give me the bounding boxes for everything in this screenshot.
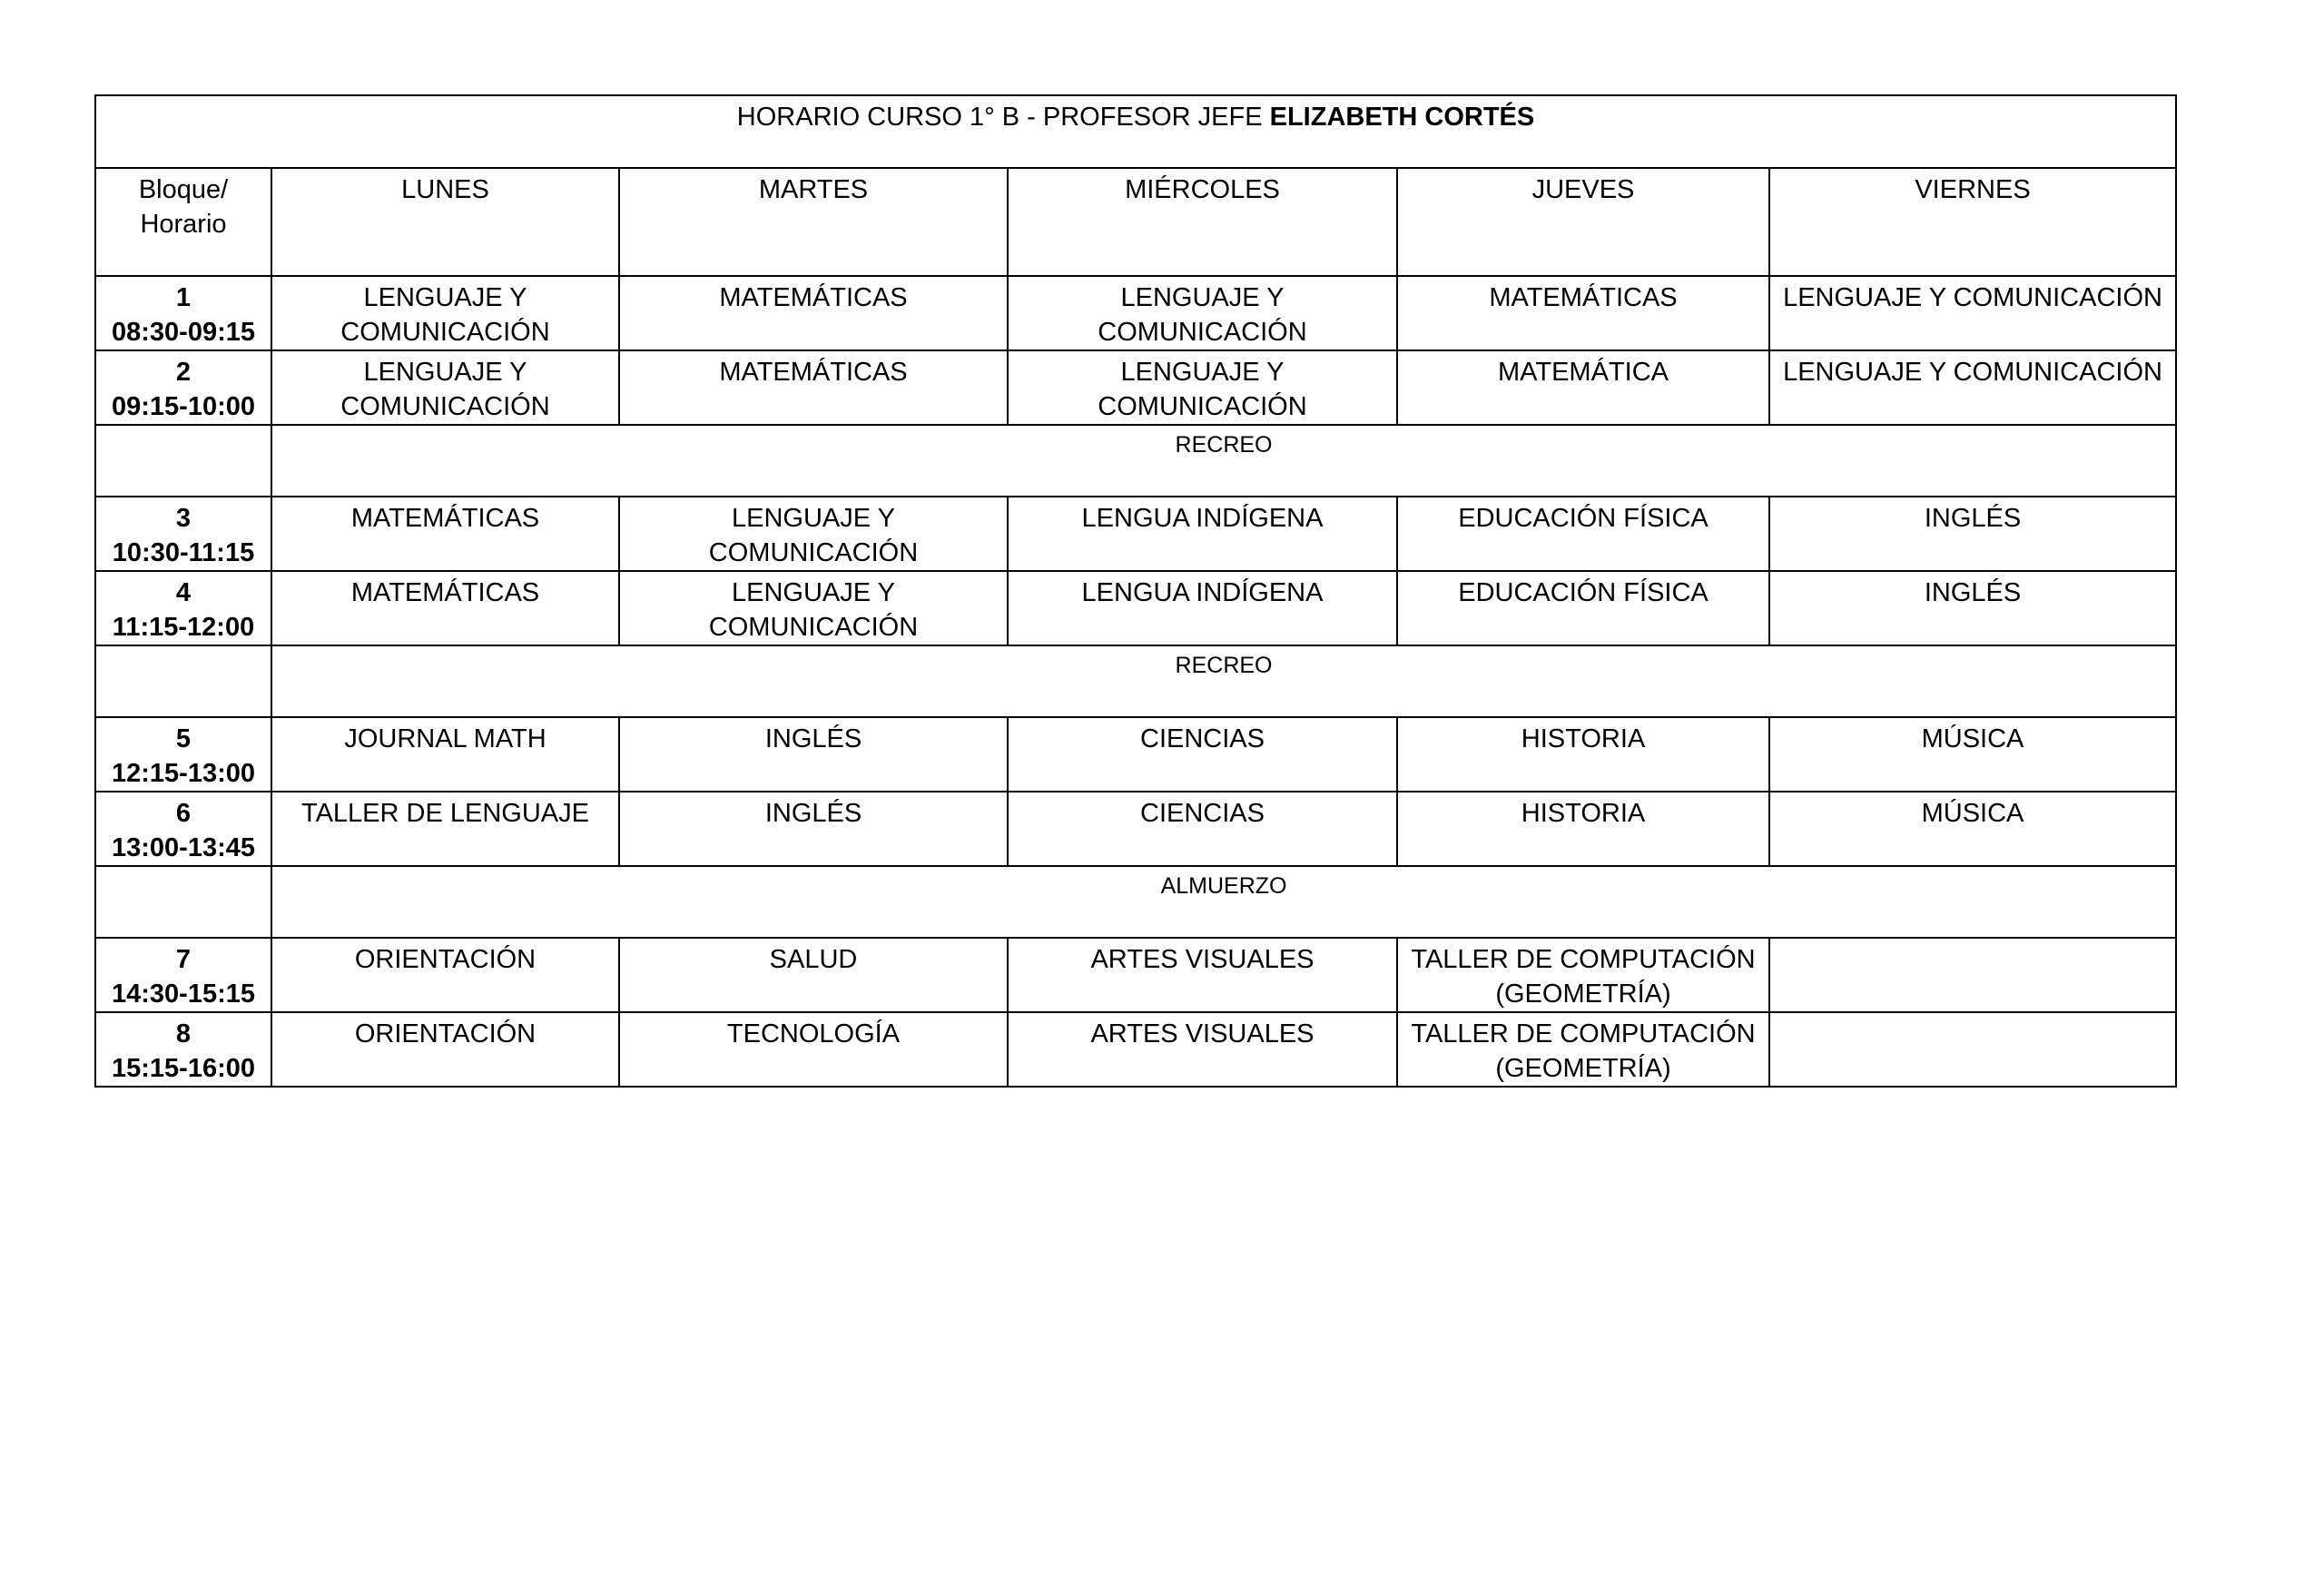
block-cell (95, 350, 271, 425)
subject-cell: INGLÉS (619, 717, 1008, 792)
header-day: VIERNES (1769, 168, 2176, 276)
subject-cell: CIENCIAS (1008, 717, 1397, 792)
class-row (95, 497, 2176, 571)
class-row (95, 1012, 2176, 1087)
header-row (95, 168, 2176, 276)
break-row (95, 645, 2176, 717)
block-cell (95, 938, 271, 1012)
subject-cell: TALLER DE COMPUTACIÓN (GEOMETRÍA) (1397, 938, 1769, 1012)
class-row (95, 938, 2176, 1012)
break-row (95, 866, 2176, 938)
block-number: 1 (175, 283, 192, 312)
subject-cell: ORIENTACIÓN (271, 938, 619, 1012)
subject-cell: MATEMÁTICAS (1397, 276, 1769, 350)
class-row (95, 276, 2176, 350)
block-time: 13:00-13:45 (112, 833, 255, 862)
subject-cell: MATEMÁTICAS (619, 276, 1008, 350)
block-number: 7 (175, 945, 192, 974)
header-day: JUEVES (1397, 168, 1769, 276)
break-label: ALMUERZO (271, 866, 2176, 938)
subject-cell: INGLÉS (1769, 571, 2176, 645)
block-time: 15:15-16:00 (112, 1054, 255, 1083)
block-cell (95, 717, 271, 792)
subject-cell: EDUCACIÓN FÍSICA (1397, 497, 1769, 571)
subject-cell: MATEMÁTICA (1397, 350, 1769, 425)
header-block: Bloque/ Horario (95, 168, 271, 276)
break-block-cell (95, 425, 271, 497)
schedule-title (95, 95, 2176, 168)
block-number: 6 (175, 799, 192, 828)
subject-cell (1769, 938, 2176, 1012)
subject-cell: LENGUAJE Y COMUNICACIÓN (271, 350, 619, 425)
subject-cell: HISTORIA (1397, 792, 1769, 866)
header-day: LUNES (271, 168, 619, 276)
subject-cell: LENGUAJE Y COMUNICACIÓN (1769, 276, 2176, 350)
subject-cell: MÚSICA (1769, 792, 2176, 866)
break-row (95, 425, 2176, 497)
block-time: 09:15-10:00 (112, 392, 255, 421)
subject-cell: INGLÉS (619, 792, 1008, 866)
break-label: RECREO (271, 645, 2176, 717)
break-block-cell (95, 866, 271, 938)
break-label: RECREO (271, 425, 2176, 497)
block-time: 12:15-13:00 (112, 759, 255, 788)
subject-cell: MATEMÁTICAS (271, 571, 619, 645)
subject-cell: MÚSICA (1769, 717, 2176, 792)
block-number: 4 (175, 578, 192, 607)
subject-cell: LENGUA INDÍGENA (1008, 571, 1397, 645)
header-day: MIÉRCOLES (1008, 168, 1397, 276)
subject-cell: ARTES VISUALES (1008, 938, 1397, 1012)
subject-cell: LENGUAJE Y COMUNICACIÓN (271, 276, 619, 350)
subject-cell: TALLER DE LENGUAJE (271, 792, 619, 866)
subject-cell: TALLER DE COMPUTACIÓN (GEOMETRÍA) (1397, 1012, 1769, 1087)
block-number: 5 (175, 724, 192, 753)
subject-cell: LENGUAJE Y COMUNICACIÓN (1008, 276, 1397, 350)
subject-cell: MATEMÁTICAS (619, 350, 1008, 425)
subject-cell: LENGUAJE Y COMUNICACIÓN (619, 571, 1008, 645)
subject-cell: ORIENTACIÓN (271, 1012, 619, 1087)
block-number: 3 (175, 504, 192, 533)
class-row (95, 792, 2176, 866)
block-number: 2 (175, 358, 192, 387)
block-cell (95, 497, 271, 571)
subject-cell: EDUCACIÓN FÍSICA (1397, 571, 1769, 645)
class-row (95, 717, 2176, 792)
schedule-table (94, 94, 2177, 1088)
class-row (95, 350, 2176, 425)
subject-cell: CIENCIAS (1008, 792, 1397, 866)
block-cell (95, 276, 271, 350)
subject-cell: SALUD (619, 938, 1008, 1012)
break-block-cell (95, 645, 271, 717)
class-row (95, 571, 2176, 645)
subject-cell: MATEMÁTICAS (271, 497, 619, 571)
block-number: 8 (175, 1019, 192, 1048)
subject-cell (1769, 1012, 2176, 1087)
block-cell (95, 1012, 271, 1087)
subject-cell: LENGUAJE Y COMUNICACIÓN (619, 497, 1008, 571)
block-cell (95, 792, 271, 866)
title-row (95, 95, 2176, 168)
block-time: 10:30-11:15 (112, 538, 255, 567)
subject-cell: LENGUA INDÍGENA (1008, 497, 1397, 571)
title-prefix: HORARIO CURSO 1° B - PROFESOR JEFE (736, 103, 1270, 132)
block-time: 11:15-12:00 (112, 613, 255, 642)
teacher-name: ELIZABETH CORTÉS (1269, 103, 1535, 132)
header-day: MARTES (619, 168, 1008, 276)
block-time: 14:30-15:15 (112, 980, 255, 1009)
block-cell (95, 571, 271, 645)
subject-cell: LENGUAJE Y COMUNICACIÓN (1008, 350, 1397, 425)
subject-cell: JOURNAL MATH (271, 717, 619, 792)
subject-cell: TECNOLOGÍA (619, 1012, 1008, 1087)
block-time: 08:30-09:15 (112, 318, 255, 347)
subject-cell: LENGUAJE Y COMUNICACIÓN (1769, 350, 2176, 425)
subject-cell: INGLÉS (1769, 497, 2176, 571)
subject-cell: ARTES VISUALES (1008, 1012, 1397, 1087)
subject-cell: HISTORIA (1397, 717, 1769, 792)
